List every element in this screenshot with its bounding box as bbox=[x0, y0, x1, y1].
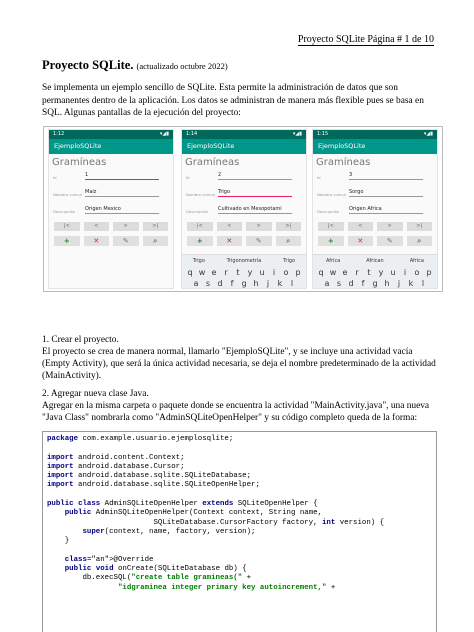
nav-button[interactable]: < bbox=[348, 222, 374, 231]
status-icons: ▾◢▮ bbox=[292, 131, 302, 137]
key[interactable]: t bbox=[236, 268, 240, 277]
key[interactable]: u bbox=[259, 268, 265, 277]
app-bar-title: EjemploSQLite bbox=[313, 139, 437, 154]
suggestion[interactable]: Trigonometría bbox=[226, 258, 262, 264]
field-label: Descripción bbox=[53, 209, 76, 214]
status-bar bbox=[313, 130, 437, 139]
phone-screenshot bbox=[181, 129, 307, 289]
suggestion[interactable]: Africa bbox=[326, 258, 341, 264]
code-line: package com.example.usuario.ejemplosqlite; bbox=[47, 435, 234, 443]
code-block bbox=[42, 431, 437, 632]
keyboard-row bbox=[182, 278, 306, 289]
nav-button[interactable]: > bbox=[377, 222, 403, 231]
key[interactable]: a bbox=[193, 279, 199, 288]
field-input[interactable]: Origen Mexico bbox=[85, 206, 159, 214]
nav-button[interactable]: |< bbox=[187, 222, 213, 231]
keyboard-row bbox=[182, 267, 306, 278]
code-line: SQLiteDatabase.CursorFactory factory, int version) { bbox=[47, 518, 385, 527]
key[interactable]: d bbox=[217, 279, 223, 288]
form-row bbox=[313, 203, 437, 220]
key[interactable]: q bbox=[187, 268, 193, 277]
action-buttons bbox=[313, 233, 437, 249]
key[interactable]: j bbox=[266, 279, 270, 288]
key[interactable]: a bbox=[324, 279, 330, 288]
status-time: 1:14 bbox=[186, 131, 198, 137]
step1-body: El proyecto se crea de manera normal, llamarlo "EjemploSQLite", y se incluye una actividad vacía (Empty Activity), que será la única actividad necesaria, se deja el nombre predeterminado de la actividad (MainActivity). bbox=[42, 347, 436, 381]
key[interactable]: f bbox=[361, 279, 365, 288]
form-row bbox=[182, 203, 306, 220]
phone-screenshot bbox=[312, 129, 438, 289]
code-line: db.execSQL("create table gramineas(" + bbox=[47, 574, 252, 583]
key[interactable]: k bbox=[277, 279, 283, 288]
form-row bbox=[49, 203, 173, 220]
keyboard-row bbox=[313, 278, 437, 289]
key[interactable]: h bbox=[384, 279, 390, 288]
code-line: public void onCreate(SQLiteDatabase db) { bbox=[64, 565, 247, 574]
key[interactable]: j bbox=[397, 279, 401, 288]
field-input[interactable]: Maíz bbox=[85, 189, 159, 197]
action-button[interactable]: ✎ bbox=[113, 236, 139, 246]
status-bar bbox=[182, 130, 306, 139]
action-button[interactable]: ✕ bbox=[348, 236, 374, 246]
key[interactable]: w bbox=[198, 268, 206, 277]
status-icons: ▾◢▮ bbox=[159, 131, 169, 137]
nav-buttons bbox=[49, 220, 173, 233]
code-line: "idgraminea integer primary key autoincrement," + bbox=[117, 583, 336, 592]
code-line bbox=[47, 547, 432, 556]
key[interactable]: g bbox=[372, 279, 378, 288]
code-line: import android.database.sqlite.SQLiteOpenHelper; bbox=[47, 481, 260, 490]
field-label: Nombre comun bbox=[317, 192, 347, 197]
page-header: Proyecto SQLite Página # 1 de 10 bbox=[297, 34, 434, 45]
suggestion[interactable]: African bbox=[366, 258, 384, 264]
app-bar-title: EjemploSQLite bbox=[182, 139, 306, 154]
field-label: Id bbox=[186, 175, 190, 180]
nav-button[interactable]: |< bbox=[54, 222, 80, 231]
action-button[interactable]: ⌕ bbox=[407, 236, 433, 246]
key[interactable]: o bbox=[414, 268, 420, 277]
code-line: } bbox=[47, 537, 70, 546]
title-note: (actualizado octubre 2022) bbox=[136, 61, 228, 71]
suggestion[interactable]: Trigo bbox=[283, 258, 296, 264]
field-label: Descripción bbox=[186, 209, 209, 214]
status-time: 1:12 bbox=[53, 131, 65, 137]
key[interactable]: h bbox=[253, 279, 259, 288]
soft-keyboard bbox=[182, 267, 306, 289]
status-icons: ▾◢▮ bbox=[423, 131, 433, 137]
nav-button[interactable]: >| bbox=[276, 222, 302, 231]
nav-button[interactable]: > bbox=[246, 222, 272, 231]
suggestion[interactable]: Trigo bbox=[192, 258, 205, 264]
field-label: Id bbox=[53, 175, 57, 180]
key[interactable]: q bbox=[318, 268, 324, 277]
field-input[interactable]: Trigo bbox=[218, 189, 292, 197]
step1-section bbox=[42, 334, 437, 382]
title-main: Proyecto SQLite. bbox=[42, 58, 134, 72]
field-label: Id bbox=[317, 175, 321, 180]
field-input[interactable]: 3 bbox=[349, 172, 423, 180]
key[interactable]: d bbox=[348, 279, 354, 288]
key[interactable]: l bbox=[290, 279, 294, 288]
code-line: public AdminSQLiteOpenHelper(Context context, String name, bbox=[64, 509, 323, 518]
action-button[interactable]: ✎ bbox=[246, 236, 272, 246]
status-bar bbox=[49, 130, 173, 139]
code-line: import android.database.Cursor; bbox=[47, 462, 185, 471]
nav-buttons bbox=[182, 220, 306, 233]
action-button[interactable]: ✎ bbox=[377, 236, 403, 246]
action-button[interactable]: ⌕ bbox=[276, 236, 302, 246]
key[interactable]: s bbox=[205, 279, 211, 288]
key[interactable]: y bbox=[378, 268, 384, 277]
nav-buttons bbox=[313, 220, 437, 233]
step2-heading: 2. Agregar nueva clase Java. bbox=[42, 389, 149, 399]
key[interactable]: l bbox=[421, 279, 425, 288]
code-line: import android.content.Context; bbox=[47, 453, 185, 462]
form-row bbox=[49, 186, 173, 203]
code-line bbox=[47, 491, 432, 500]
code-line: public class AdminSQLiteOpenHelper extends SQLiteOpenHelper { bbox=[47, 500, 318, 509]
action-button[interactable]: + bbox=[54, 236, 80, 246]
screen-heading: Gramíneas bbox=[52, 157, 107, 168]
key[interactable]: w bbox=[329, 268, 337, 277]
field-label: Nombre comun bbox=[186, 192, 216, 197]
nav-button[interactable]: >| bbox=[407, 222, 433, 231]
action-button[interactable]: + bbox=[187, 236, 213, 246]
nav-button[interactable]: < bbox=[84, 222, 110, 231]
code-line bbox=[47, 444, 432, 453]
action-button[interactable]: ✕ bbox=[84, 236, 110, 246]
screen-heading: Gramíneas bbox=[185, 157, 240, 168]
field-input[interactable]: Cultivado en Mesopotami bbox=[218, 206, 292, 214]
nav-button[interactable]: >| bbox=[143, 222, 169, 231]
action-button[interactable]: + bbox=[318, 236, 344, 246]
action-button[interactable]: ✕ bbox=[217, 236, 243, 246]
nav-button[interactable]: < bbox=[217, 222, 243, 231]
key[interactable]: i bbox=[403, 268, 407, 277]
screenshots-panel bbox=[43, 126, 443, 292]
nav-button[interactable]: |< bbox=[318, 222, 344, 231]
action-button[interactable]: ⌕ bbox=[143, 236, 169, 246]
key[interactable]: u bbox=[390, 268, 396, 277]
key[interactable]: r bbox=[355, 268, 359, 277]
step2-body: Agregar en la misma carpeta o paquete donde se encuentra la actividad "MainActivity.java", una nueva "Java Class" nombrarla como "AdminSQLiteOpenHelper" y su código completo queda de la forma: bbox=[42, 401, 430, 423]
key[interactable]: p bbox=[426, 268, 432, 277]
code-line: import android.database.sqlite.SQLiteDatabase; bbox=[47, 472, 252, 481]
key[interactable]: f bbox=[230, 279, 234, 288]
intro-paragraph: Se implementa un ejemplo sencillo de SQLite. Esta permite la administración de datos que son permanentes dentro de la aplicación. Los datos se administran de manera más flexible pues se basa en SQL. Algunas pantallas de la ejecución del proyecto: bbox=[42, 83, 424, 118]
app-bar-title: EjemploSQLite bbox=[49, 139, 173, 154]
suggestion[interactable]: Africa bbox=[409, 258, 424, 264]
key[interactable]: g bbox=[241, 279, 247, 288]
field-input[interactable]: 2 bbox=[218, 172, 292, 180]
field-input[interactable]: Sorgo bbox=[349, 189, 423, 197]
key[interactable]: e bbox=[211, 268, 217, 277]
keyboard-suggestions bbox=[182, 254, 306, 267]
form-row bbox=[49, 169, 173, 186]
code-line: class="an">@Override bbox=[64, 555, 154, 564]
field-label: Nombre comun bbox=[53, 192, 83, 197]
code-line: super(context, name, factory, version); bbox=[82, 527, 256, 536]
key[interactable]: s bbox=[336, 279, 342, 288]
key[interactable]: i bbox=[272, 268, 276, 277]
key[interactable]: o bbox=[283, 268, 289, 277]
step1-heading: 1. Crear el proyecto. bbox=[42, 335, 119, 345]
key[interactable]: t bbox=[367, 268, 371, 277]
keyboard-row bbox=[313, 267, 437, 278]
key[interactable]: p bbox=[295, 268, 301, 277]
keyboard-suggestions bbox=[313, 254, 437, 267]
phone-screenshot bbox=[48, 129, 174, 289]
document-title bbox=[42, 58, 228, 73]
soft-keyboard bbox=[313, 267, 437, 289]
form-row bbox=[182, 186, 306, 203]
form-row bbox=[182, 169, 306, 186]
key[interactable]: y bbox=[247, 268, 253, 277]
field-input[interactable]: 1 bbox=[85, 172, 159, 180]
field-input[interactable]: Origen Africa bbox=[349, 206, 423, 214]
field-label: Descripción bbox=[317, 209, 340, 214]
status-time: 1:15 bbox=[317, 131, 329, 137]
key[interactable]: r bbox=[224, 268, 228, 277]
key[interactable]: k bbox=[408, 279, 414, 288]
step2-section bbox=[42, 388, 437, 424]
key[interactable]: e bbox=[342, 268, 348, 277]
form-row bbox=[313, 186, 437, 203]
form-row bbox=[313, 169, 437, 186]
nav-button[interactable]: > bbox=[113, 222, 139, 231]
screen-heading: Gramíneas bbox=[316, 157, 371, 168]
action-buttons bbox=[182, 233, 306, 249]
action-buttons bbox=[49, 233, 173, 249]
